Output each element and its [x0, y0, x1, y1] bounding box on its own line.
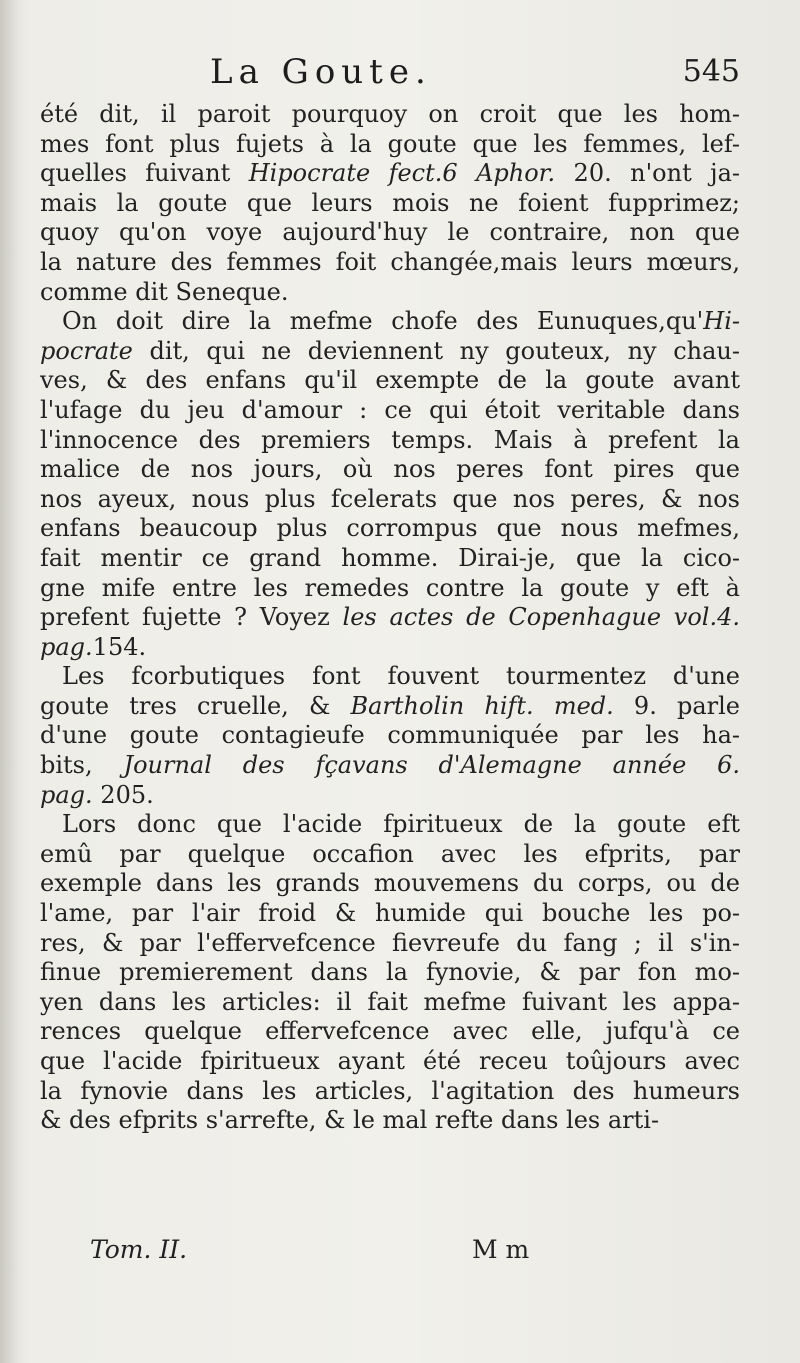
text-run: yen dans les articles: il fait mefme fuivant les appa-: [40, 987, 740, 1016]
text-line: [40, 869, 740, 899]
text-run: res, & par l'effervefcence fievreufe du fang ; il s'in-: [40, 928, 740, 957]
text-line: [40, 455, 740, 485]
italic-run: Bartholin hift. med.: [350, 691, 614, 720]
italic-run: Hipocrate fect.6 Aphor.: [248, 159, 556, 188]
text-run: 9. parle: [613, 691, 740, 720]
text-run: mais la goute que leurs mois ne foient fupprimez;: [40, 188, 740, 217]
text-line: [40, 781, 740, 811]
text-run: la nature des femmes foit changée,mais leurs mœurs,: [40, 247, 740, 276]
text-line: [40, 100, 740, 130]
text-run: que l'acide fpiritueux ayant été receu toûjours avec: [40, 1047, 740, 1075]
text-line: [40, 692, 740, 722]
text-line: [40, 662, 740, 692]
text-line: [40, 603, 740, 633]
text-line: [40, 633, 740, 663]
text-run: ves, & des enfans qu'il exempte de la goute avant: [40, 366, 740, 395]
italic-run: Hi-: [703, 307, 740, 336]
text-line: [40, 278, 740, 308]
italic-run: les actes de Copenhague vol.4.: [342, 603, 740, 632]
text-line: [40, 574, 740, 604]
text-run: 205.: [92, 780, 154, 809]
text-line: [40, 248, 740, 278]
text-run: l'ufage du jeu d'amour : ce qui étoit veritable dans: [40, 395, 740, 424]
text-run: nos ayeux, nous plus fcelerats que nos peres, & nos: [40, 484, 740, 513]
running-head: La Goute.: [210, 52, 432, 92]
text-run: emû par quelque occafion avec les efprits, par: [40, 839, 740, 868]
text-line: [40, 514, 740, 544]
text-run: bits,: [40, 751, 124, 780]
text-run: finue premierement dans la fynovie, & par fon mo-: [40, 958, 740, 987]
italic-run: Journal des fçavans d'Alemagne année 6.: [123, 751, 741, 780]
text-run: quelles fuivant: [40, 159, 249, 188]
page-header: [40, 52, 760, 96]
text-line: [40, 721, 740, 751]
text-line: [40, 751, 740, 781]
text-run: enfans beaucoup plus corrompus que nous mefmes,: [40, 514, 740, 543]
text-run: l'ame, par l'air froid & humide qui bouche les po-: [40, 899, 740, 928]
text-run: goute tres cruelle, &: [40, 691, 351, 720]
text-run: & des efprits s'arrefte, & le mal refte dans les arti-: [40, 1106, 660, 1135]
text-run: malice de nos jours, où nos peres font pires que: [40, 455, 740, 484]
text-line: [40, 929, 740, 959]
italic-run: pocrate: [40, 336, 133, 365]
text-line: [40, 485, 740, 515]
text-run: la fynovie dans les articles, l'agitation des humeurs: [40, 1076, 740, 1105]
text-run: gne mife entre les remedes contre la goute y eft à: [40, 573, 740, 602]
text-line: [40, 899, 740, 929]
text-run: l'innocence des premiers temps. Mais à prefent la: [40, 425, 740, 454]
text-run: 20. n'ont ja-: [555, 159, 740, 188]
text-line: [40, 840, 740, 870]
text-line: [40, 810, 740, 840]
text-line: [40, 218, 740, 248]
text-run: été dit, il paroit pourquoy on croit que les hom-: [40, 100, 740, 128]
italic-run: pag.: [40, 780, 93, 809]
text-run: On doit dire la mefme chofe des Eunuques,qu': [62, 307, 704, 336]
page-number: 545: [682, 54, 740, 89]
text-run: Les fcorbutiques font fouvent tourmentez d'une: [62, 662, 740, 691]
text-line: [40, 988, 740, 1018]
text-run: rences quelque effervefcence avec elle, jufqu'à ce: [40, 1017, 740, 1046]
text-line: [40, 1077, 740, 1107]
page-footer: [40, 1235, 740, 1271]
text-line: [40, 307, 740, 337]
text-run: 154.: [92, 632, 147, 661]
volume-signature: Tom. II.: [90, 1235, 188, 1264]
text-run: dit, qui ne deviennent ny gouteux, ny chau-: [132, 336, 740, 365]
page-gutter: [0, 0, 18, 1363]
text-line: [40, 130, 740, 160]
text-line: [40, 1017, 740, 1047]
text-line: [40, 396, 740, 426]
text-line: [40, 1047, 740, 1077]
text-line: [40, 1106, 740, 1136]
text-line: [40, 337, 740, 367]
text-run: Lors donc que l'acide fpiritueux de la goute eft: [62, 810, 740, 839]
gathering-signature: M m: [472, 1235, 530, 1264]
text-run: mes font plus fujets à la goute que les femmes, lef-: [40, 129, 740, 158]
text-run: quoy qu'on voye aujourd'huy le contraire, non que: [40, 218, 740, 247]
text-run: comme dit Seneque.: [40, 277, 289, 306]
italic-run: pag.: [40, 632, 93, 661]
text-line: [40, 159, 740, 189]
text-run: fait mentir ce grand homme. Dirai-je, que la cico-: [40, 543, 740, 572]
text-line: [40, 189, 740, 219]
body-text: [40, 100, 740, 1136]
text-run: d'une goute contagieufe communiquée par les ha-: [40, 721, 740, 750]
text-line: [40, 958, 740, 988]
text-run: prefent fujette ? Voyez: [40, 603, 343, 632]
text-run: exemple dans les grands mouvemens du corps, ou de: [40, 869, 740, 898]
text-line: [40, 544, 740, 574]
text-line: [40, 366, 740, 396]
text-line: [40, 426, 740, 456]
